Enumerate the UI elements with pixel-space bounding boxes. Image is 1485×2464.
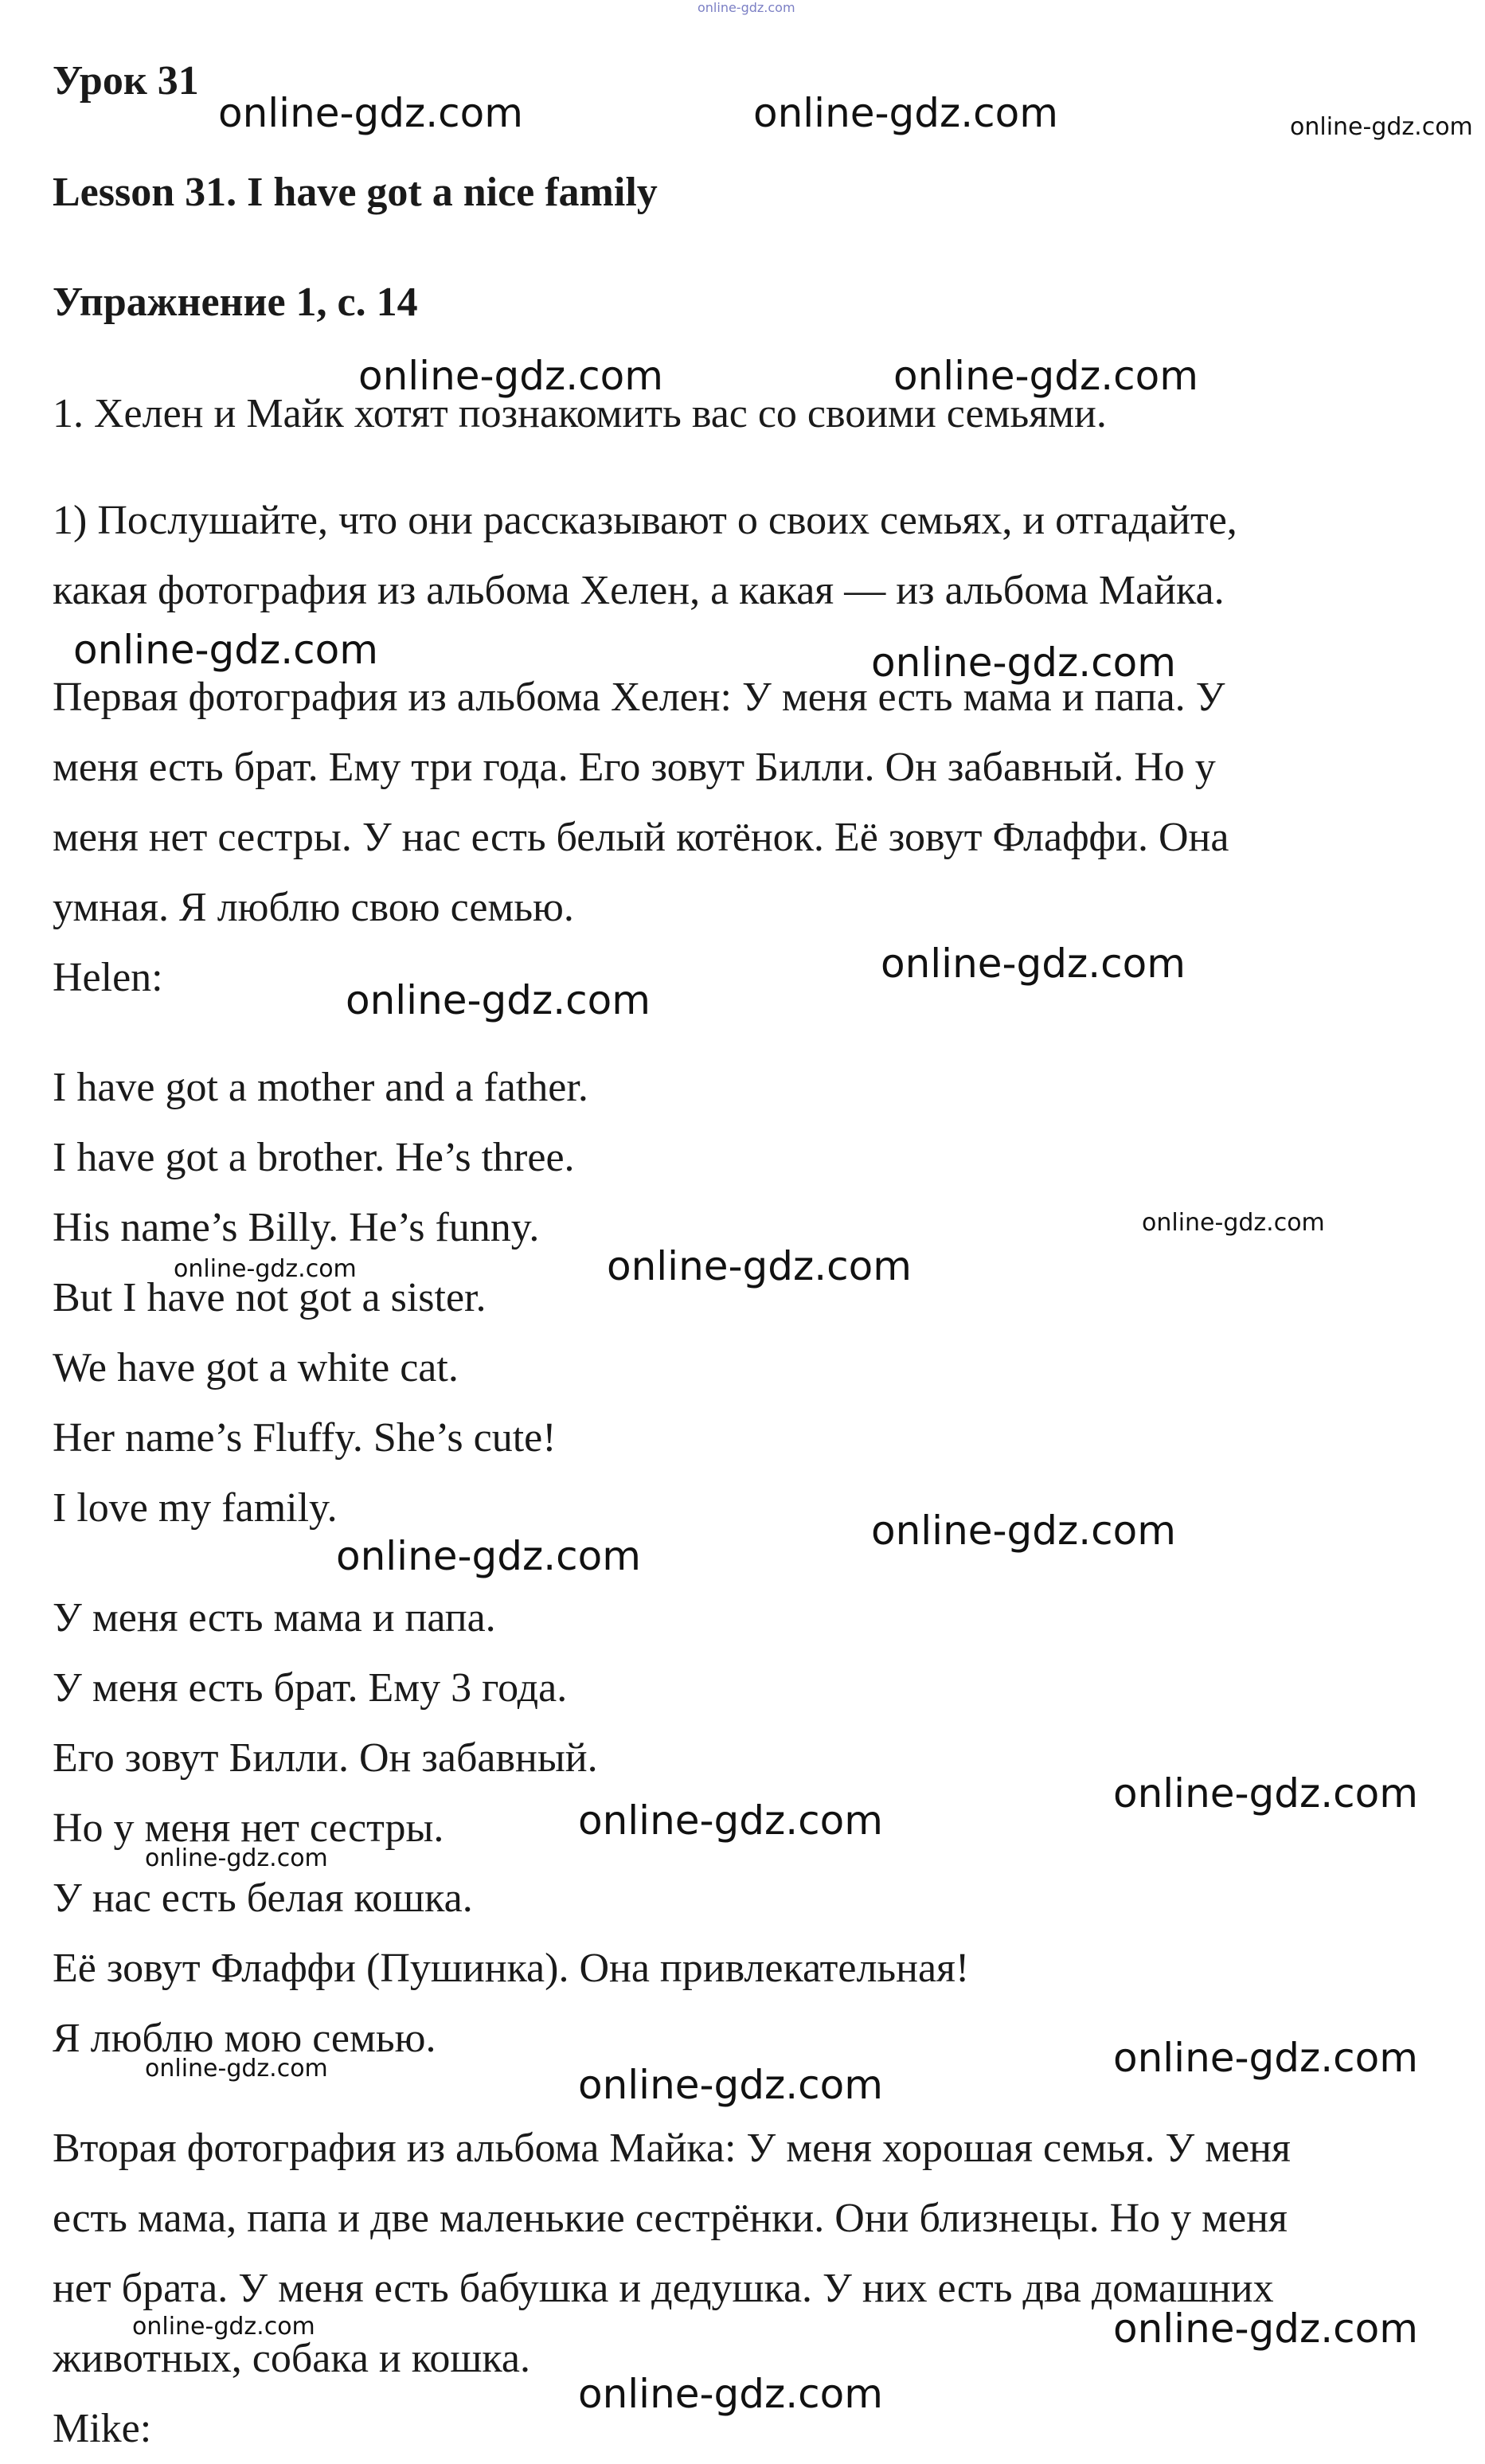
helen-desc-line: меня есть брат. Ему три года. Его зовут Билли. Он забавный. Но у — [53, 745, 1216, 790]
watermark: online-gdz.com — [73, 627, 378, 673]
exercise-heading: Упражнение 1, с. 14 — [53, 280, 418, 325]
helen-desc-line: умная. Я люблю свою семью. — [53, 885, 574, 930]
lesson-number-heading: Урок 31 — [53, 58, 199, 104]
watermark: online-gdz.com — [1142, 1209, 1325, 1237]
watermark: online-gdz.com — [893, 353, 1198, 399]
watermark: online-gdz.com — [1290, 113, 1473, 141]
helen-desc-line: Первая фотография из альбома Хелен: У меня есть мама и папа. У — [53, 675, 1225, 720]
watermark: online-gdz.com — [218, 90, 523, 136]
watermark: online-gdz.com — [871, 1508, 1176, 1554]
watermark: online-gdz.com — [346, 977, 651, 1023]
helen-label: Helen: — [53, 955, 163, 1000]
helen-english-line: I love my family. — [53, 1485, 338, 1531]
helen-english-line: I have got a mother and a father. — [53, 1065, 588, 1110]
watermark: online-gdz.com — [1113, 1770, 1418, 1817]
helen-translation-line: Её зовут Флаффи (Пушинка). Она привлекательная! — [53, 1946, 970, 1991]
watermark: online-gdz.com — [145, 1844, 328, 1872]
watermark: online-gdz.com — [578, 2371, 883, 2417]
watermark: online-gdz.com — [607, 1243, 912, 1289]
helen-translation-line: У нас есть белая кошка. — [53, 1875, 473, 1921]
mike-desc-line: нет брата. У меня есть бабушка и дедушка. У них есть два домашних — [53, 2266, 1274, 2311]
helen-english-line: His name’s Billy. He’s funny. — [53, 1205, 540, 1250]
task-part1-line: какая фотография из альбома Хелен, а какая — из альбома Майка. — [53, 568, 1225, 613]
task-part1-line: 1) Послушайте, что они рассказывают о своих семьях, и отгадайте, — [53, 498, 1237, 543]
watermark: online-gdz.com — [1113, 2035, 1418, 2081]
helen-translation-line: Я люблю мою семью. — [53, 2016, 436, 2061]
helen-desc-line: меня нет сестры. У нас есть белый котёнок. Её зовут Флаффи. Она — [53, 815, 1229, 860]
watermark: online-gdz.com — [358, 353, 663, 399]
watermark: online-gdz.com — [174, 1255, 357, 1283]
watermark: online-gdz.com — [132, 2313, 315, 2341]
helen-english-line: We have got a white cat. — [53, 1345, 459, 1390]
helen-english-line: Her name’s Fluffy. She’s cute! — [53, 1415, 557, 1461]
task-intro: 1. Хелен и Майк хотят познакомить вас со своими семьями. — [53, 391, 1107, 436]
watermark: online-gdz.com — [871, 639, 1176, 686]
watermark-top: online-gdz.com — [698, 0, 795, 15]
helen-translation-line: Но у меня нет сестры. — [53, 1805, 444, 1851]
watermark: online-gdz.com — [578, 2062, 883, 2108]
mike-label: Mike: — [53, 2406, 152, 2451]
mike-desc-line: Вторая фотография из альбома Майка: У меня хорошая семья. У меня — [53, 2126, 1291, 2171]
watermark: online-gdz.com — [578, 1797, 883, 1844]
mike-desc-line: животных, собака и кошка. — [53, 2336, 530, 2381]
helen-translation-line: У меня есть мама и папа. — [53, 1595, 496, 1641]
watermark: online-gdz.com — [145, 2055, 328, 2083]
helen-english-line: I have got a brother. He’s three. — [53, 1135, 575, 1180]
helen-english-line: But I have not got a sister. — [53, 1275, 487, 1320]
watermark: online-gdz.com — [1113, 2306, 1418, 2352]
watermark: online-gdz.com — [881, 941, 1186, 987]
watermark: online-gdz.com — [753, 90, 1058, 136]
mike-desc-line: есть мама, папа и две маленькие сестрёнки. Они близнецы. Но у меня — [53, 2196, 1288, 2241]
helen-translation-line: Его зовут Билли. Он забавный. — [53, 1735, 598, 1781]
watermark: online-gdz.com — [336, 1533, 641, 1579]
lesson-title-heading: Lesson 31. I have got a nice family — [53, 170, 658, 215]
helen-translation-line: У меня есть брат. Ему 3 года. — [53, 1665, 568, 1711]
